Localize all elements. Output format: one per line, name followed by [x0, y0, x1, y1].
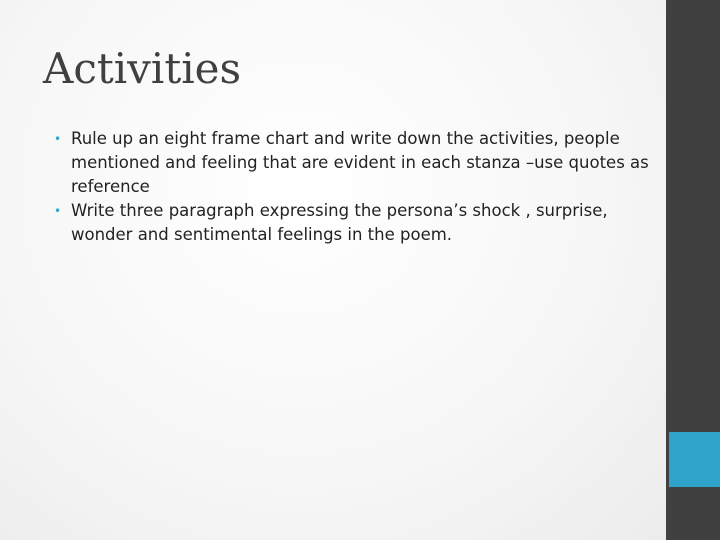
bullet-point-icon: • [54, 204, 62, 218]
bullet-text: Write three paragraph expressing the persona’s shock , surprise, wonder and sentimental feelings in the poem. [71, 201, 608, 244]
bullet-point-icon: • [54, 132, 62, 146]
bullet-item [54, 199, 650, 247]
bullet-text: Rule up an eight frame chart and write down the activities, people mentioned and feeling that are evident in each stanza –use quotes as reference [71, 129, 649, 196]
bullet-list [54, 127, 650, 247]
slide-title: Activities [43, 44, 242, 93]
bullet-item [54, 127, 650, 199]
accent-block [669, 432, 720, 487]
sidebar-bar [666, 0, 720, 540]
